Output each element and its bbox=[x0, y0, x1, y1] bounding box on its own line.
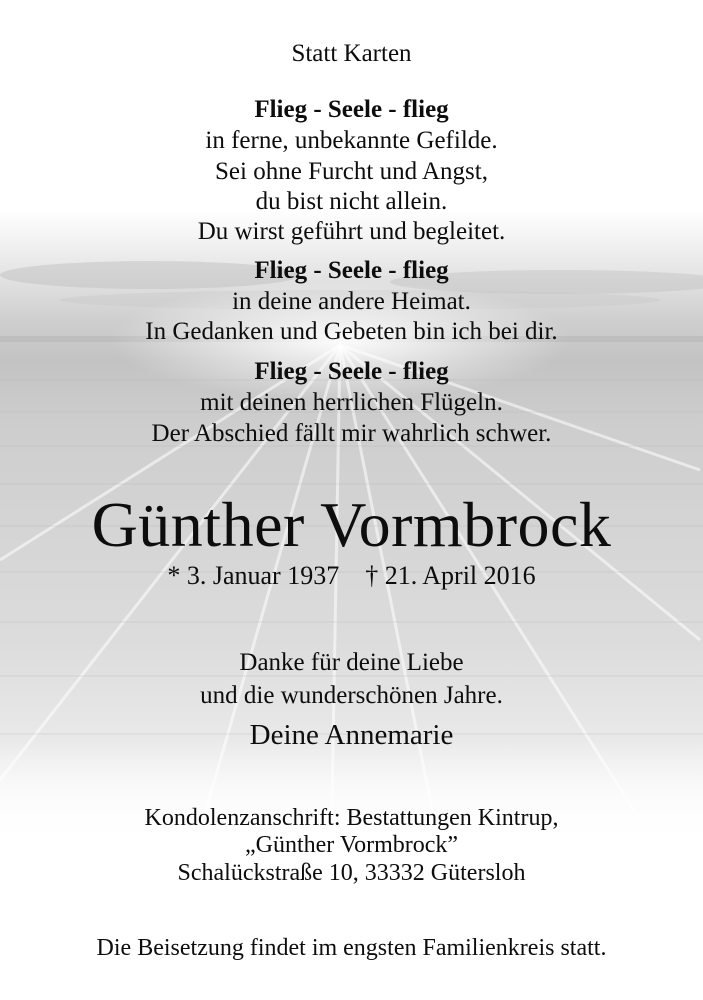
condolence-address-line: Kondolenzanschrift: Bestattungen Kintrup, bbox=[144, 805, 559, 831]
poem-line: In Gedanken und Gebeten bin ich bei dir. bbox=[145, 318, 558, 345]
poem-refrain-1: Flieg - Seele - flieg bbox=[254, 96, 449, 123]
signer-name: Deine Annemarie bbox=[249, 719, 454, 751]
statt-karten-heading: Statt Karten bbox=[291, 40, 412, 67]
poem-line: mit deinen herrlichen Flügeln. bbox=[200, 389, 503, 416]
poem-line: Sei ohne Furcht und Angst, bbox=[215, 158, 488, 185]
thanks-line: Danke für deine Liebe bbox=[239, 649, 464, 676]
condolence-address-line: Schalückstraße 10, 33332 Gütersloh bbox=[177, 860, 526, 886]
life-dates bbox=[0, 563, 703, 589]
death-date: † 21. April 2016 bbox=[365, 561, 536, 590]
poem-refrain-3: Flieg - Seele - flieg bbox=[254, 358, 449, 385]
deceased-name: Günther Vormbrock bbox=[91, 489, 612, 560]
condolence-address-line: „Günther Vormbrock” bbox=[244, 832, 459, 858]
funeral-notice: Die Beisetzung findet im engsten Familienkreis statt. bbox=[96, 935, 607, 961]
birth-date: * 3. Januar 1937 bbox=[167, 561, 340, 590]
poem-line: Du wirst geführt und begleitet. bbox=[197, 218, 506, 245]
poem-line: du bist nicht allein. bbox=[255, 188, 448, 215]
thanks-line: und die wunderschönen Jahre. bbox=[200, 682, 503, 709]
poem-refrain-2: Flieg - Seele - flieg bbox=[254, 257, 449, 284]
poem-line: in ferne, unbekannte Gefilde. bbox=[205, 127, 498, 154]
poem-line: in deine andere Heimat. bbox=[232, 288, 471, 315]
poem-line: Der Abschied fällt mir wahrlich schwer. bbox=[151, 420, 552, 447]
